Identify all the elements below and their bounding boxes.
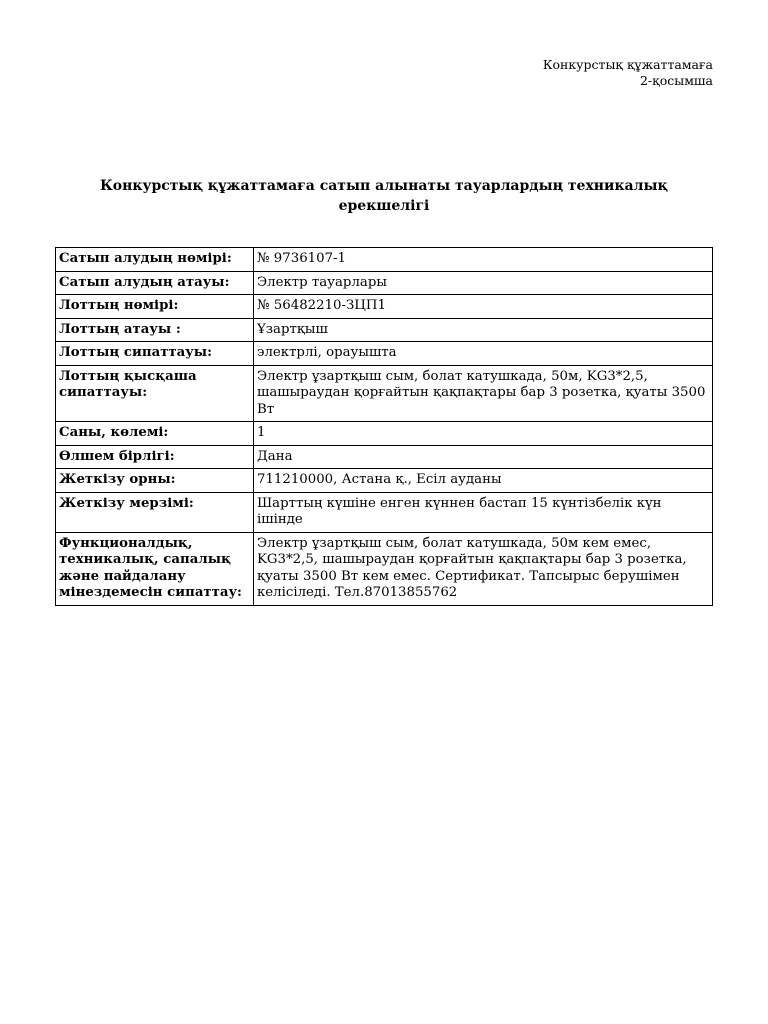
- lot-number-label: Лоттың нөмірі:: [56, 295, 254, 319]
- characteristics-label: Функционалдық, техникалық, сапалық және пайдалану мінездемесін сипаттау:: [56, 532, 254, 605]
- annex-line-1: Конкурстық құжаттамаға: [542, 57, 713, 72]
- table-row: [56, 295, 713, 319]
- purchase-name-label: Сатып алудың атауы:: [56, 271, 254, 295]
- purchase-number-value: № 9736107-1: [254, 248, 713, 272]
- quantity-label: Саны, көлемі:: [56, 422, 254, 446]
- delivery-term-value: Шарттың күшіне енген күннен бастап 15 күнтізбелік күн ішінде: [254, 492, 713, 532]
- table-row: [56, 532, 713, 605]
- lot-short-description-value: Электр ұзартқыш сым, болат катушкада, 50м, KG3*2,5, шашыраудан қорғайтын қақпақтары бар 3 розетка, қуаты 3500 Вт: [254, 365, 713, 422]
- purchase-number-label: Сатып алудың нөмірі:: [56, 248, 254, 272]
- document-title: Конкурстық құжаттамаға сатып алынаты тауарлардың техникалық ерекшелігі: [100, 178, 668, 214]
- specification-table: [55, 247, 713, 606]
- unit-label: Өлшем бірлігі:: [56, 445, 254, 469]
- purchase-name-value: Электр тауарлары: [254, 271, 713, 295]
- lot-number-value: № 56482210-ЗЦП1: [254, 295, 713, 319]
- characteristics-value: Электр ұзартқыш сым, болат катушкада, 50м кем емес, KG3*2,5, шашыраудан қорғайтын қақпақтары бар 3 розетка, қуаты 3500 Вт кем емес. Сертификат. Тапсырыс берушімен келісіледі. Тел.87013855762: [254, 532, 713, 605]
- delivery-place-value: 711210000, Астана қ., Есіл ауданы: [254, 469, 713, 493]
- quantity-value: 1: [254, 422, 713, 446]
- table-row: [56, 469, 713, 493]
- table-row: [56, 422, 713, 446]
- annex-line-2: 2-қосымша: [639, 73, 713, 88]
- lot-name-value: Ұзартқыш: [254, 318, 713, 342]
- lot-description-value: электрлі, орауышта: [254, 342, 713, 366]
- lot-description-label: Лоттың сипаттауы:: [56, 342, 254, 366]
- table-row: [56, 318, 713, 342]
- delivery-term-label: Жеткізу мерзімі:: [56, 492, 254, 532]
- table-row: [56, 271, 713, 295]
- delivery-place-label: Жеткізу орны:: [56, 469, 254, 493]
- lot-short-description-label: Лоттың қысқаша сипаттауы:: [56, 365, 254, 422]
- table-row: [56, 342, 713, 366]
- lot-name-label: Лоттың атауы :: [56, 318, 254, 342]
- annex-note: [543, 57, 713, 89]
- unit-value: Дана: [254, 445, 713, 469]
- table-row: [56, 492, 713, 532]
- table-row: [56, 445, 713, 469]
- table-row: [56, 248, 713, 272]
- table-row: [56, 365, 713, 422]
